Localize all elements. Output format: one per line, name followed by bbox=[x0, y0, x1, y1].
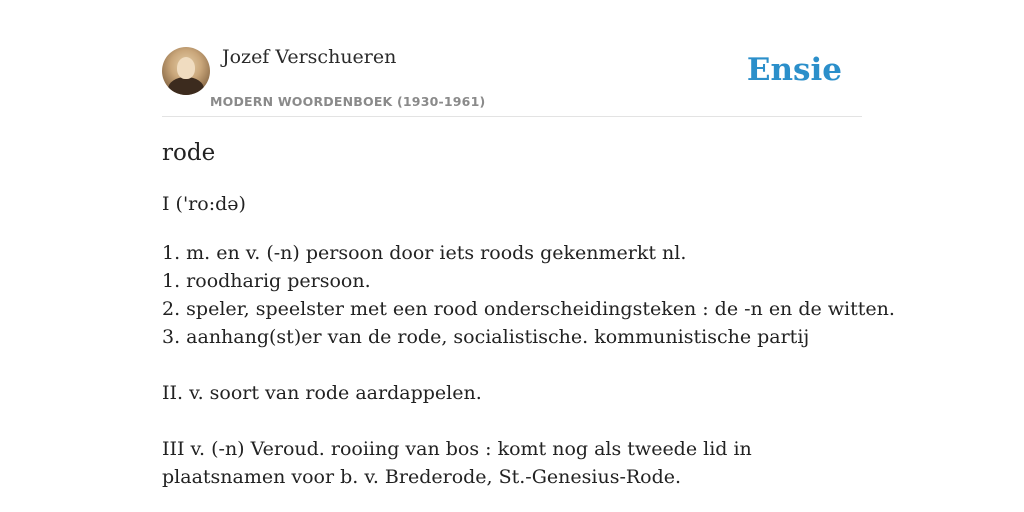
entry-pronunciation: I ('ro:də) bbox=[162, 193, 246, 215]
author-name[interactable]: Jozef Verschueren bbox=[222, 46, 397, 68]
definition-line: 1. m. en v. (-n) persoon door iets roods gekenmerkt nl. bbox=[162, 242, 687, 264]
source-label[interactable]: MODERN WOORDENBOEK (1930-1961) bbox=[210, 94, 486, 109]
avatar[interactable] bbox=[162, 47, 210, 95]
definition-line: II. v. soort van rode aardappelen. bbox=[162, 382, 482, 404]
entry-definition bbox=[162, 239, 895, 491]
definition-line: 2. speler, speelster met een rood onderscheidingsteken : de -n en de witten. bbox=[162, 298, 895, 320]
definition-blank-line bbox=[162, 351, 862, 379]
site-logo[interactable]: Ensie bbox=[746, 52, 842, 88]
definition-line: 3. aanhang(st)er van de rode, socialistische. kommunistische partij bbox=[162, 326, 810, 348]
avatar-body-shape bbox=[168, 77, 204, 95]
header bbox=[162, 0, 862, 117]
definition-line: 1. roodharig persoon. bbox=[162, 270, 371, 292]
definition-blank-line bbox=[162, 407, 862, 435]
page-content bbox=[162, 0, 895, 512]
definition-line: III v. (-n) Veroud. rooiing van bos : komt nog als tweede lid in plaatsnamen voor b. v. Brederode, St.-Genesius-Rode. bbox=[162, 438, 752, 488]
entry-term: rode bbox=[162, 140, 216, 166]
avatar-face-shape bbox=[177, 57, 195, 79]
